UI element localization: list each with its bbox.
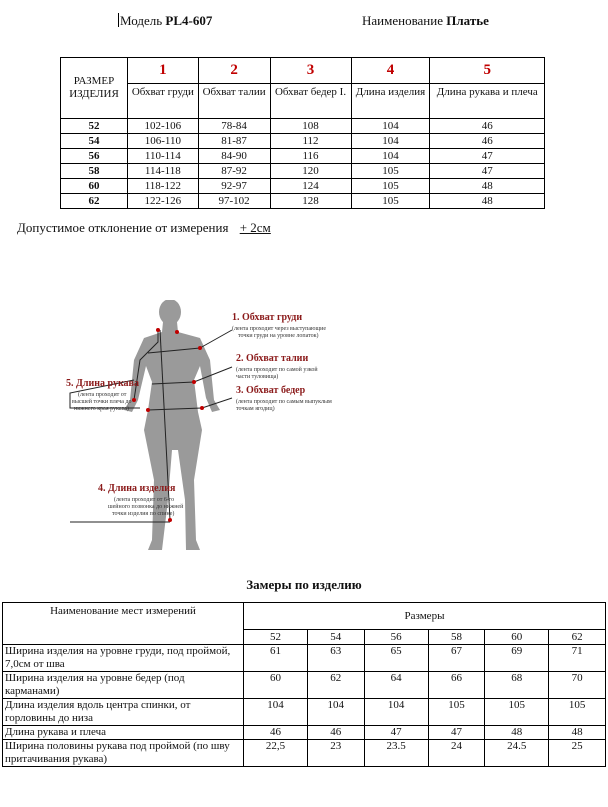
size-table-body: [61, 119, 545, 209]
measure-value-cell: 69: [485, 645, 549, 672]
size-value-cell: 128: [270, 194, 351, 209]
size-value-cell: 114-118: [128, 164, 199, 179]
col-number: 3: [270, 58, 351, 84]
model-value: PL4-607: [165, 13, 213, 28]
size-value-cell: 48: [430, 194, 545, 209]
measure-value-cell: 48: [549, 726, 606, 740]
size-table: [60, 57, 545, 209]
size-value-cell: 104: [351, 119, 430, 134]
label-sleeve-desc: (лента проходит от: [78, 392, 127, 398]
size-value-cell: 46: [430, 134, 545, 149]
size-row: [61, 119, 545, 134]
measure-value-cell: 47: [428, 726, 485, 740]
size-value-cell: 120: [270, 164, 351, 179]
size-value-cell: 104: [351, 134, 430, 149]
size-header-cell: 58: [428, 630, 485, 645]
size-value-cell: 118-122: [128, 179, 199, 194]
measure-value-cell: 105: [485, 699, 549, 726]
label-hips-desc: точкам ягодиц): [236, 406, 275, 412]
measure-value-cell: 61: [244, 645, 308, 672]
col-number: 1: [128, 58, 199, 84]
size-value-cell: 47: [430, 149, 545, 164]
col-label: Обхват бедер I.: [270, 84, 351, 119]
measure-row: [3, 645, 606, 672]
measure-value-cell: 24: [428, 740, 485, 767]
size-cell: 60: [61, 179, 128, 194]
measure-name-cell: Ширина половины рукава под проймой (по шву притачивания рукава): [3, 740, 244, 767]
size-value-cell: 105: [351, 179, 430, 194]
label-waist-desc: части туловища): [236, 374, 279, 380]
size-value-cell: 84-90: [198, 149, 270, 164]
size-header-cell: 54: [307, 630, 364, 645]
name-label: Наименование: [362, 13, 443, 28]
size-value-cell: 106-110: [128, 134, 199, 149]
size-value-cell: 102-106: [128, 119, 199, 134]
tolerance-text: Допустимое отклонение от измерения: [17, 220, 229, 235]
size-cell: 52: [61, 119, 128, 134]
model-label: Модель: [120, 13, 163, 28]
measure-value-cell: 47: [364, 726, 428, 740]
measure-value-cell: 63: [307, 645, 364, 672]
size-row: [61, 149, 545, 164]
measure-name-cell: Длина рукава и плеча: [3, 726, 244, 740]
measure-name-header: Наименование мест измерений: [3, 603, 244, 645]
label-waist-desc: (лента проходит по самой узкой: [236, 367, 318, 373]
size-cell: 62: [61, 194, 128, 209]
measure-value-cell: 48: [485, 726, 549, 740]
measure-value-cell: 105: [428, 699, 485, 726]
label-hips-title: 3. Обхват бедер: [236, 385, 306, 396]
size-corner-header: РАЗМЕР ИЗДЕЛИЯ: [61, 58, 128, 119]
measure-value-cell: 25: [549, 740, 606, 767]
measure-table: [2, 602, 606, 767]
measure-value-cell: 46: [307, 726, 364, 740]
measure-value-cell: 46: [244, 726, 308, 740]
size-cell: 58: [61, 164, 128, 179]
measure-value-cell: 65: [364, 645, 428, 672]
label-sleeve-desc: высшей точки плеча до: [72, 399, 132, 405]
measure-value-cell: 60: [244, 672, 308, 699]
size-cell: 56: [61, 149, 128, 164]
name-value: Платье: [446, 13, 489, 28]
size-header-cell: 52: [244, 630, 308, 645]
measure-value-cell: 66: [428, 672, 485, 699]
size-value-cell: 87-92: [198, 164, 270, 179]
measure-value-cell: 67: [428, 645, 485, 672]
size-value-cell: 92-97: [198, 179, 270, 194]
section-title: Замеры по изделию: [246, 577, 362, 592]
measure-table-body: [3, 645, 606, 767]
label-length-desc: шейного позвонка до нижней: [108, 504, 184, 510]
size-value-cell: 81-87: [198, 134, 270, 149]
size-value-cell: 124: [270, 179, 351, 194]
label-length-desc: (лента проходит от 6-го: [114, 497, 175, 503]
measurement-figure: [60, 300, 400, 555]
measure-sizes-header: Размеры: [244, 603, 606, 630]
size-value-cell: 48: [430, 179, 545, 194]
size-row: [61, 134, 545, 149]
measure-name-cell: Ширина изделия на уровне груди, под проймой, 7,0см от шва: [3, 645, 244, 672]
col-label: Обхват талии: [198, 84, 270, 119]
measure-name-cell: Ширина изделия на уровне бедер (под карманами): [3, 672, 244, 699]
measure-row: [3, 726, 606, 740]
measure-value-cell: 104: [244, 699, 308, 726]
measure-value-cell: 71: [549, 645, 606, 672]
size-value-cell: 108: [270, 119, 351, 134]
col-number: 5: [430, 58, 545, 84]
col-number: 4: [351, 58, 430, 84]
size-value-cell: 105: [351, 194, 430, 209]
size-header-cell: 56: [364, 630, 428, 645]
name-header: [362, 13, 489, 29]
size-row: [61, 194, 545, 209]
measure-value-cell: 68: [485, 672, 549, 699]
size-value-cell: 97-102: [198, 194, 270, 209]
measure-row: [3, 672, 606, 699]
col-label: Длина рукава и плеча: [430, 84, 545, 119]
tolerance-note: [17, 220, 271, 236]
label-length-desc: точки изделия по спине): [112, 511, 175, 517]
label-length-title: 4. Длина изделия: [98, 483, 176, 494]
text-cursor: [118, 13, 119, 27]
size-value-cell: 78-84: [198, 119, 270, 134]
size-value-cell: 112: [270, 134, 351, 149]
measure-value-cell: 70: [549, 672, 606, 699]
measure-row: [3, 740, 606, 767]
measure-row: [3, 699, 606, 726]
size-cell: 54: [61, 134, 128, 149]
measure-value-cell: 104: [307, 699, 364, 726]
size-value-cell: 46: [430, 119, 545, 134]
size-value-cell: 105: [351, 164, 430, 179]
measure-value-cell: 23: [307, 740, 364, 767]
size-header-cell: 60: [485, 630, 549, 645]
size-row: [61, 164, 545, 179]
measure-value-cell: 105: [549, 699, 606, 726]
measure-value-cell: 62: [307, 672, 364, 699]
label-hips-desc: (лента проходит по самым выпуклым: [236, 399, 332, 405]
col-label: Длина изделия: [351, 84, 430, 119]
measure-value-cell: 22,5: [244, 740, 308, 767]
size-value-cell: 104: [351, 149, 430, 164]
measure-value-cell: 23.5: [364, 740, 428, 767]
measure-value-cell: 104: [364, 699, 428, 726]
size-row: [61, 179, 545, 194]
measure-name-cell: Длина изделия вдоль центра спинки, от горловины до низа: [3, 699, 244, 726]
col-number: 2: [198, 58, 270, 84]
measure-value-cell: 24.5: [485, 740, 549, 767]
label-sleeve-title: 5. Длина рукава: [66, 378, 139, 389]
measure-value-cell: 64: [364, 672, 428, 699]
size-value-cell: 116: [270, 149, 351, 164]
size-value-cell: 122-126: [128, 194, 199, 209]
model-header: [118, 13, 212, 29]
label-chest-title: 1. Обхват груди: [232, 312, 303, 323]
label-chest-desc: точки груди на уровне лопаток): [238, 333, 319, 339]
size-value-cell: 110-114: [128, 149, 199, 164]
label-waist-title: 2. Обхват талии: [236, 353, 309, 364]
tolerance-value: + 2см: [239, 220, 271, 235]
label-chest-desc: (лента проходит через выступающие: [232, 326, 326, 332]
size-value-cell: 47: [430, 164, 545, 179]
label-sleeve-desc: нижнего края рукава): [74, 406, 129, 412]
size-header-cell: 62: [549, 630, 606, 645]
col-label: Обхват груди: [128, 84, 199, 119]
